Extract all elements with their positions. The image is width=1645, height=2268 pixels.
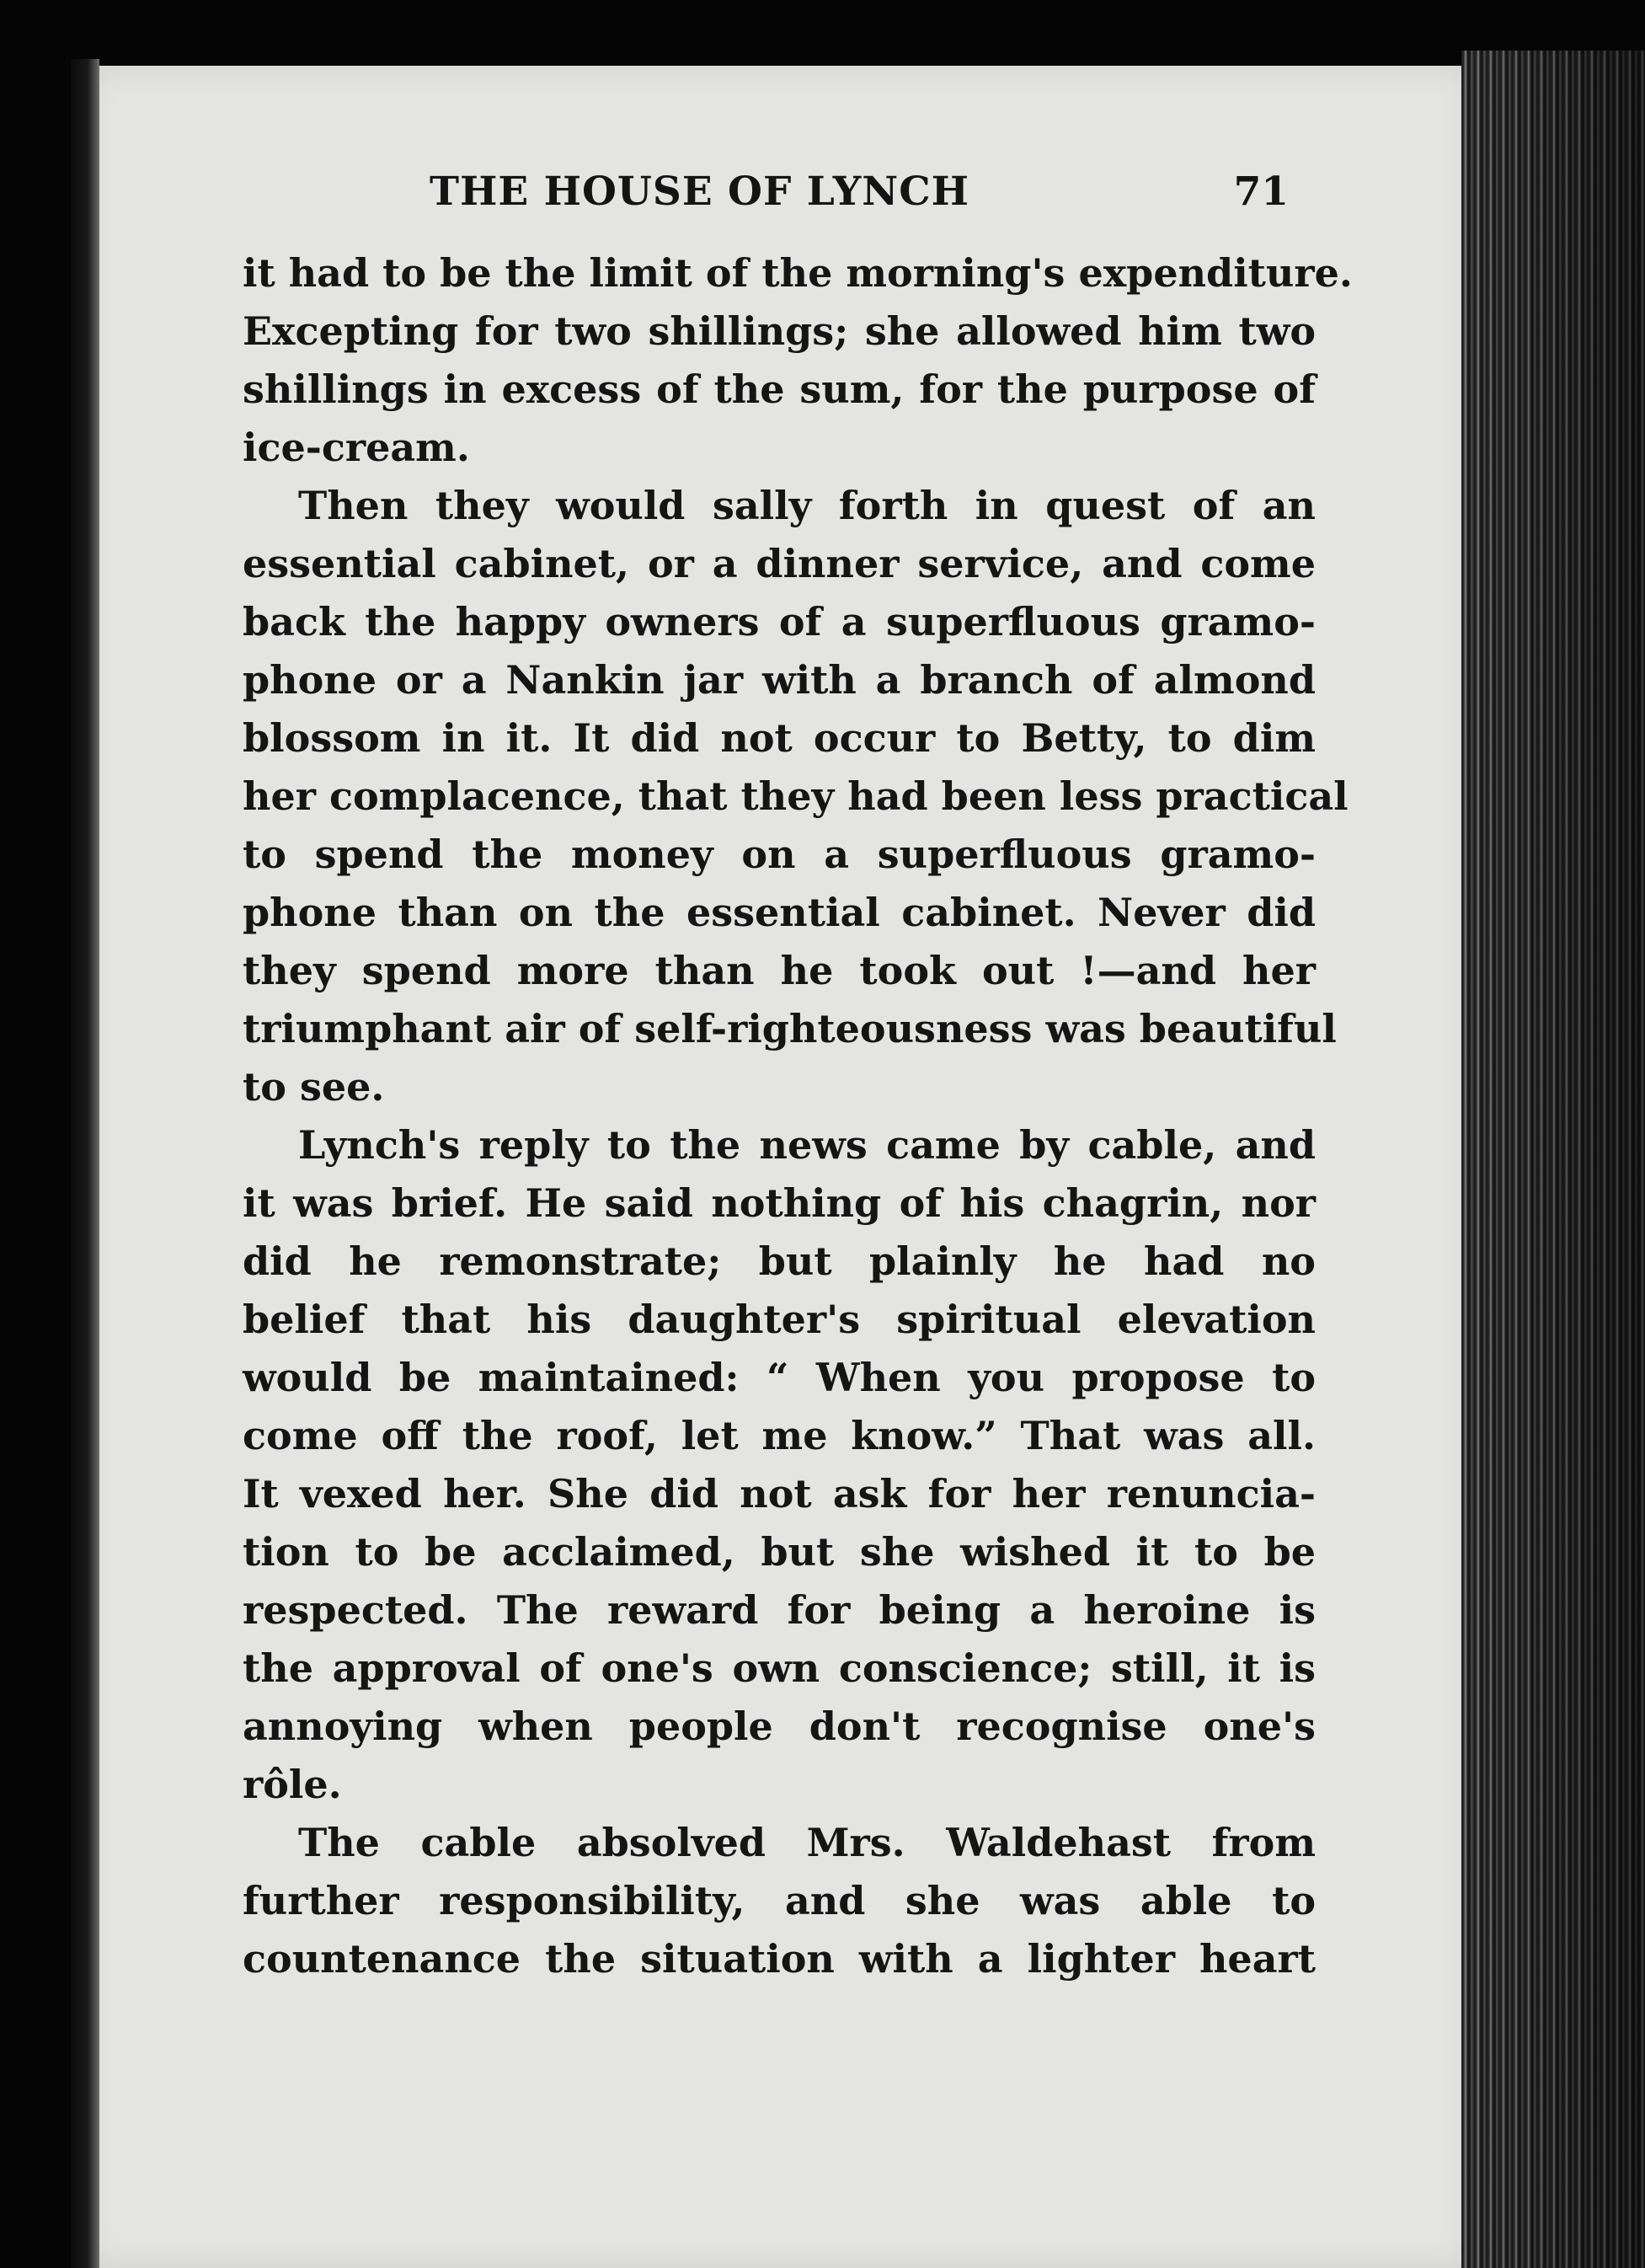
page-number: 71 — [1233, 168, 1289, 215]
text-line: belief that his daughter's spiritual elevation — [243, 1297, 1316, 1342]
text-line: shillings in excess of the sum, for the purpose of — [243, 366, 1316, 412]
text-line: tion to be acclaimed, but she wished it to be — [243, 1529, 1316, 1575]
text-line: they spend more than he took out !—and her — [243, 948, 1316, 993]
text-line: The cable absolved Mrs. Waldehast from — [298, 1820, 1316, 1865]
text-line: it had to be the limit of the morning's expenditure. — [243, 250, 1353, 296]
text-line: back the happy owners of a superfluous gramo- — [243, 599, 1316, 645]
book-binding-edge — [71, 59, 99, 2268]
body-text — [187, 244, 1353, 1988]
text-line: Excepting for two shillings; she allowed him two — [243, 308, 1316, 354]
text-line: it was brief. He said nothing of his chagrin, nor — [243, 1180, 1316, 1226]
text-line: blossom in it. It did not occur to Betty, to dim — [243, 715, 1316, 761]
text-line: did he remonstrate; but plainly he had no — [243, 1238, 1316, 1284]
text-line: It vexed her. She did not ask for her renuncia- — [243, 1471, 1316, 1516]
text-line: phone or a Nankin jar with a branch of almond — [243, 657, 1316, 703]
text-line: triumphant air of self-righteousness was beautiful — [243, 1006, 1337, 1051]
text-line: further responsibility, and she was able to — [243, 1878, 1316, 1923]
text-line: countenance the situation with a lighter heart — [243, 1936, 1316, 1982]
paragraph — [187, 244, 1353, 477]
text-line: to see. — [243, 1064, 385, 1110]
running-head: THE HOUSE OF LYNCH — [430, 168, 970, 215]
page-block-edges — [1461, 51, 1645, 2268]
text-line: Then they would sally forth in quest of an — [298, 483, 1316, 528]
paragraph — [187, 1116, 1316, 1814]
text-line: rôle. — [243, 1762, 342, 1807]
text-line: would be maintained: “ When you propose to — [243, 1355, 1316, 1400]
text-line: essential cabinet, or a dinner service, and come — [243, 541, 1316, 586]
text-line: respected. The reward for being a heroine is — [243, 1587, 1316, 1633]
text-line: come off the roof, let me know.” That was all. — [243, 1413, 1316, 1458]
page-header — [430, 168, 1289, 227]
text-line: Lynch's reply to the news came by cable, and — [298, 1122, 1316, 1168]
text-line: annoying when people don't recognise one's — [243, 1704, 1316, 1749]
text-line: the approval of one's own conscience; still, it is — [243, 1645, 1316, 1691]
text-line: phone than on the essential cabinet. Never did — [243, 890, 1316, 935]
paragraph — [187, 477, 1349, 1116]
text-line: her complacence, that they had been less practical — [243, 773, 1349, 819]
text-line: to spend the money on a superfluous gramo- — [243, 832, 1316, 877]
paragraph — [187, 1814, 1316, 1988]
text-line: ice-cream. — [243, 425, 470, 470]
